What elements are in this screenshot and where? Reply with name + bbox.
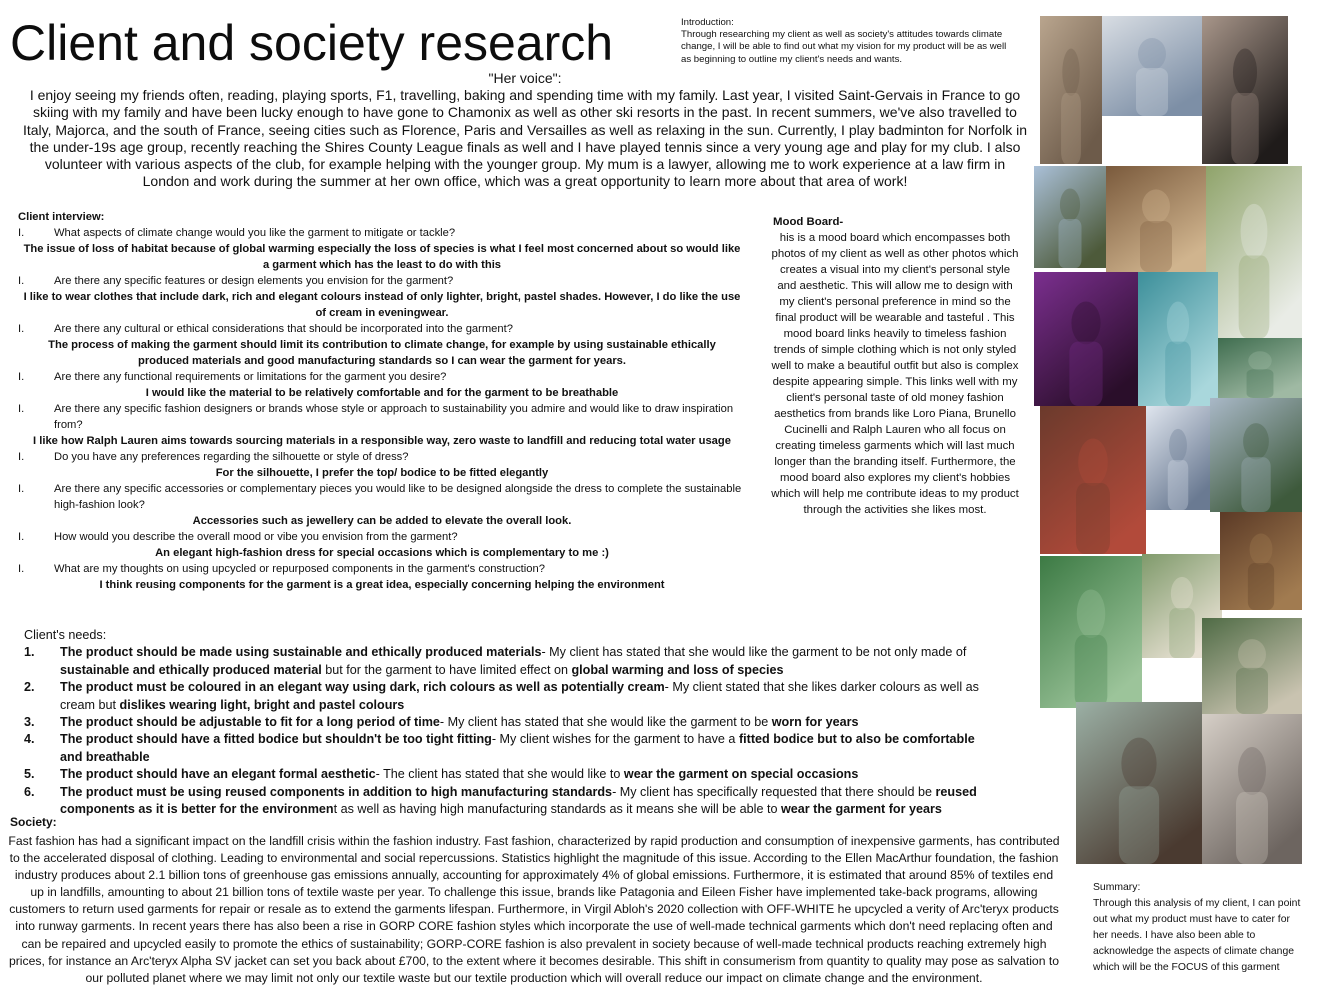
client-interview bbox=[12, 209, 752, 593]
interview-answer: I would like the material to be relatively comfortable and for the garment to be breathable bbox=[145, 387, 619, 399]
question-text: Are there any specific features or design elements you envision for the garment? bbox=[54, 275, 454, 287]
summary-heading: Summary: bbox=[1093, 882, 1141, 893]
mood-board-description: his is a mood board which encompasses both photos of my client as well as other photos which creates a visual into my client's personal style and aesthetic. This will allow me to design with my client's personal preference in mind so the final product will be wearable and tasteful . This mood board links heavily to timeless fashion trends of simple clothing which is not only styled well to make a beautiful outfit but also is complex despite appearing simple. This links well with my client's personal taste of old money fashion aesthetics from brands like Loro Piana, Brunello Cucinelli and Ralph Lauren who all focus on creating timeless garments which will last much longer than the branding itself. Furthermore, the mood board also explores my client's hobbies which will help me contribute ideas to my product through the activities she likes most. bbox=[771, 232, 1019, 516]
need-emphasis: fitted bodice but to also be comfortable and breathable bbox=[60, 732, 975, 764]
question-numeral: I. bbox=[18, 275, 25, 287]
question-numeral: I. bbox=[18, 563, 25, 575]
society-text: Fast fashion has had a significant impact on the landfill crisis within the fashion industry. Fast fashion, characterized by rapid production and consumption of inexpensive garments, has contributed to the accelerated disposal of clothing. Leading to environmental and social repercussions. Statistics highlight the magnitude of this issue. According to the Ellen MacArthur foundation, the fashion industry produces about 2.1 billion tons of greenhouse gas emissions annually, accounting for approximately 4% of global emissions. Furthermore, it is estimated that around 85% of textiles end up in landfills, amounting to about 21 billion tons of textile waste per year. To challenge this issue, brands like Patagonia and Eileen Fisher have implemented take-back programs, allowing customers to return used garments for repair or resale as to extend the garments lifespan. Furthermore, in Virgil Abloh's 2020 collection with OFF-WHITE he upcycled a verity of Arc'teryx products into runway garments. In recent years there has also been a rise in GORP CORE fashion styles which incorporate the use of well-made technical garments which don't need replacing often and can be repaired and upcycled easily to promote the ethics of sustainability; GORP-CORE fashion is also prevalent in society because of well-made technical products reaching extremely high prices, for instance an Arc'teryx Alpha SV jacket can set you back about £700, to the extent where it becomes desirable. This shift in consumerism from quantity to quality may pose as salvation to our polluted planet where we may limit not only our textile waste but our textile production which will overall reduce our impact on climate change and the environment. bbox=[8, 834, 1060, 985]
need-detail: - My client has specifically requested that there should be bbox=[612, 784, 936, 799]
photo-brown-top bbox=[1106, 166, 1206, 272]
need-emphasis: wear the garment on special occasions bbox=[623, 767, 859, 782]
need-emphasis: The product must be using reused components in addition to high manufacturing standards bbox=[60, 784, 613, 799]
interview-question bbox=[12, 401, 752, 433]
question-text: Are there any specific accessories or complementary pieces you would like to be designed alongside the dress to complete the sustainable high-fashion look? bbox=[54, 483, 742, 511]
need-emphasis: reused components as it is better for the environmen bbox=[60, 784, 977, 817]
question-numeral: I. bbox=[18, 323, 25, 335]
interview-question bbox=[12, 561, 752, 577]
clients-needs bbox=[24, 627, 984, 818]
photo-girl-street bbox=[1040, 16, 1102, 164]
interview-answer: An elegant high-fashion dress for special occasions which is complementary to me :) bbox=[155, 547, 609, 559]
question-text: Do you have any preferences regarding the silhouette or style of dress? bbox=[54, 451, 409, 463]
need-item bbox=[24, 644, 984, 679]
summary bbox=[1093, 880, 1305, 977]
interview-question bbox=[12, 449, 752, 465]
photo-black-dress bbox=[1202, 16, 1288, 164]
question-numeral: I. bbox=[18, 483, 25, 495]
question-text: What are my thoughts on using upcycled or repurposed components in the garment's construction? bbox=[54, 563, 545, 575]
mood-board-heading: Mood Board- bbox=[773, 216, 844, 228]
photo-party-lights bbox=[1034, 272, 1138, 406]
photo-red-dress bbox=[1040, 406, 1146, 554]
need-text bbox=[60, 766, 984, 783]
need-number: 5. bbox=[24, 767, 35, 782]
question-numeral: I. bbox=[18, 403, 25, 415]
need-detail: - The client has stated that she would like to bbox=[375, 767, 624, 782]
need-text bbox=[60, 784, 984, 819]
question-numeral: I. bbox=[18, 371, 25, 383]
need-number: 6. bbox=[24, 784, 35, 799]
her-voice-section bbox=[20, 70, 1030, 190]
need-emphasis: wear the garment for years bbox=[780, 802, 942, 817]
question-numeral: I. bbox=[18, 451, 25, 463]
need-item bbox=[24, 679, 984, 714]
need-item bbox=[24, 766, 984, 783]
photo-tennis-court bbox=[1040, 556, 1142, 708]
interview-question bbox=[12, 273, 752, 289]
need-text bbox=[60, 644, 984, 679]
need-emphasis: The product must be coloured in an elegant way using dark, rich colours as well as potentially cream bbox=[60, 680, 665, 695]
her-voice-heading: "Her voice": bbox=[488, 70, 562, 86]
need-emphasis: worn for years bbox=[771, 715, 859, 730]
introduction bbox=[681, 17, 1011, 66]
need-detail: - My client has stated that she would like the garment to be not only made of bbox=[541, 645, 967, 660]
interview-answer: The process of making the garment should limit its contribution to climate change, for example by using sustainable ethically produced materials and good manufacturing standards so I can wear the garment for years. bbox=[48, 339, 716, 367]
need-detail: t as well as having high manufacturing standards as it means she will be able to bbox=[333, 802, 781, 817]
interview-answer: I like to wear clothes that include dark, rich and elegant colours instead of only lighter, bright, pastel shades. However, I do like the use of cream in eveningwear. bbox=[23, 291, 741, 319]
interview-question bbox=[12, 369, 752, 385]
mood-board-text bbox=[770, 214, 1020, 518]
her-voice-text: I enjoy seeing my friends often, reading, playing sports, F1, travelling, baking and spending time with my family. Last year, I visited Saint-Gervais in France to go skiing with my family and have been lucky enough to have gone to Chamonix as well as other ski resorts in the past. In recent summers, we've also travelled to Italy, Majorca, and the south of France, seeing cities such as Florence, Paris and Versailles as well as relaxing in the sun. Currently, I play badminton for Norfolk in the under-19s age group, recently reaching the Shires County League finals as well and I have played tennis since a very young age and play for my club. I also volunteer with various aspects of the club, for example helping with the younger group. My mum is a lawyer, allowing me to work experience at a law firm in London and work during the summer at her own office, which was a great opportunity to learn more about that area of work! bbox=[22, 87, 1028, 190]
interview-question bbox=[12, 529, 752, 545]
interview-answer: For the silhouette, I prefer the top/ bodice to be fitted elegantly bbox=[215, 467, 549, 479]
page-title: Client and society research bbox=[10, 15, 614, 71]
need-number: 2. bbox=[24, 680, 35, 695]
need-number: 1. bbox=[24, 645, 35, 660]
photo-ice-cave bbox=[1138, 272, 1218, 406]
need-emphasis: The product should be made using sustainable and ethically produced materials bbox=[60, 645, 542, 660]
introduction-heading: Introduction: bbox=[681, 17, 734, 28]
question-numeral: I. bbox=[18, 531, 25, 543]
photo-tennis-racket bbox=[1206, 166, 1302, 338]
interview-answer: I think reusing components for the garment is a great idea, especially concerning helping the environment bbox=[99, 579, 665, 591]
interview-answer: I like how Ralph Lauren aims towards sourcing materials in a responsible way, zero waste to landfill and reducing total water usage bbox=[33, 435, 731, 447]
need-item bbox=[24, 714, 984, 731]
photo-girl-portrait bbox=[1076, 702, 1202, 864]
need-text bbox=[60, 731, 984, 766]
need-emphasis: The product should have an elegant formal aesthetic bbox=[60, 767, 376, 782]
interview-question bbox=[12, 321, 752, 337]
need-number: 3. bbox=[24, 715, 35, 730]
photo-library bbox=[1220, 512, 1302, 610]
need-detail: but for the garment to have limited effect on bbox=[321, 662, 572, 677]
interview-question bbox=[12, 481, 752, 513]
interview-question bbox=[12, 225, 752, 241]
interview-answer: The issue of loss of habitat because of global warming especially the loss of species is what I feel most concerned about so would like a garment which has the least to do with this bbox=[23, 243, 741, 271]
question-text: How would you describe the overall mood or vibe you envision from the garment? bbox=[54, 531, 458, 543]
need-emphasis: The product should have a fitted bodice but shouldn't be too tight fitting bbox=[60, 732, 492, 747]
question-text: Are there any specific fashion designers or brands whose style or approach to sustainability you admire and would like to draw inspiration from? bbox=[54, 403, 734, 431]
need-text bbox=[60, 679, 984, 714]
photo-college-tote bbox=[1202, 618, 1302, 714]
interview-answer: Accessories such as jewellery can be added to elevate the overall look. bbox=[192, 515, 572, 527]
need-item bbox=[24, 731, 984, 766]
needs-list bbox=[24, 644, 984, 818]
photo-eiffel-tower bbox=[1034, 166, 1106, 268]
question-text: Are there any cultural or ethical considerations that should be incorporated into the garment? bbox=[54, 323, 513, 335]
need-emphasis: sustainable and ethically produced material bbox=[60, 662, 322, 677]
introduction-text: Through researching my client as well as society's attitudes towards climate change, I will be able to find out what my vision for my product will be as well as beginning to outline my client's needs and wants. bbox=[681, 29, 1007, 65]
photo-mountain-forest bbox=[1210, 398, 1302, 512]
need-emphasis: global warming and loss of species bbox=[571, 662, 784, 677]
photo-denim-shorts bbox=[1102, 16, 1202, 116]
client-interview-heading: Client interview: bbox=[18, 211, 105, 223]
summary-text: Through this analysis of my client, I can point out what my product must have to cater for her needs. I have also been able to acknowledge the aspects of climate change which will be the FOCUS of this garment bbox=[1093, 898, 1301, 974]
need-number: 4. bbox=[24, 732, 35, 747]
photo-snowy-mountains bbox=[1146, 406, 1210, 510]
need-detail: - My client has stated that she would like the garment to be bbox=[439, 715, 772, 730]
need-emphasis: dislikes wearing light, bright and pastel colours bbox=[119, 697, 405, 712]
need-detail: - My client stated that she likes darker colours as well as cream but bbox=[60, 680, 979, 712]
society-heading: Society: bbox=[10, 815, 57, 829]
need-detail: - My client wishes for the garment to have a bbox=[491, 732, 739, 747]
question-text: Are there any functional requirements or limitations for the garment you desire? bbox=[54, 371, 447, 383]
photo-tennis-ball bbox=[1218, 338, 1302, 398]
need-emphasis: The product should be adjustable to fit for a long period of time bbox=[60, 715, 440, 730]
question-numeral: I. bbox=[18, 227, 25, 239]
need-text bbox=[60, 714, 984, 731]
photo-friends-mirror bbox=[1202, 714, 1302, 864]
clients-needs-heading: Client's needs: bbox=[24, 628, 107, 642]
interview-list bbox=[12, 225, 752, 593]
question-text: What aspects of climate change would you like the garment to mitigate or tackle? bbox=[54, 227, 456, 239]
need-item bbox=[24, 784, 984, 819]
